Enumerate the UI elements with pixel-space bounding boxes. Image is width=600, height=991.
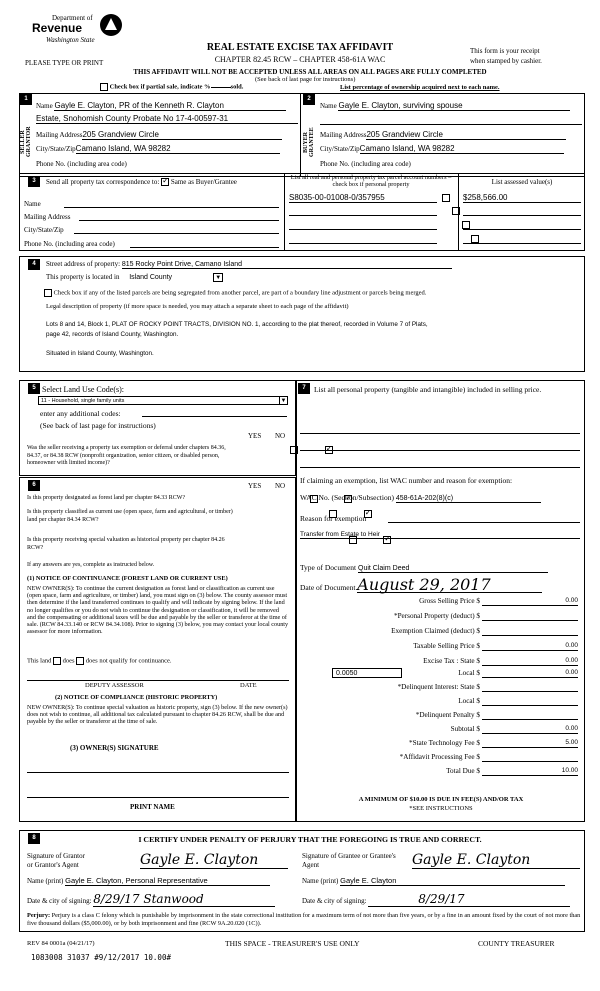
buyer-mail-row: Mailing Address205 Grandview Circle	[320, 130, 582, 140]
corr-city-field[interactable]	[74, 233, 279, 234]
county-treasurer: COUNTY TREASURER	[478, 939, 555, 948]
form-revision: REV 84 0001a (04/21/17)	[27, 940, 95, 947]
buyer-city-row: City/State/ZipCamano Island, WA 98282	[320, 144, 582, 154]
same-as-buyer-checkbox[interactable]	[161, 178, 169, 186]
buyer-city[interactable]: Camano Island, WA 98282	[360, 144, 564, 154]
seller-city[interactable]: Camano Island, WA 98282	[76, 144, 280, 154]
corr-name-field[interactable]	[64, 207, 279, 208]
if-yes: If any answers are yes, complete as instructed below.	[27, 562, 155, 568]
tax-row-value[interactable]: 10.00	[482, 767, 578, 776]
street-address[interactable]: 815 Rocky Point Drive, Camano Island	[122, 261, 452, 269]
personal-property-line[interactable]	[300, 450, 580, 451]
dropdown-arrow-icon[interactable]: ▼	[280, 398, 287, 404]
buyer-name-row: Name Gayle E. Clayton, surviving spouse	[320, 101, 582, 111]
tax-row	[300, 711, 582, 721]
see-back: (See back of last page for instructions)	[255, 76, 356, 83]
section-number-8: 8	[28, 833, 40, 844]
section-number-1: 1	[20, 94, 32, 105]
doc-type[interactable]: Quit Claim Deed	[358, 565, 548, 573]
tax-row-label: *Affidavit Processing Fee $	[399, 753, 480, 761]
seller-city-row: City/State/ZipCamano Island, WA 98282	[36, 144, 298, 154]
parcel-field-2[interactable]	[289, 215, 437, 216]
tax-row-value[interactable]: 0.00	[482, 725, 578, 734]
tax-row	[300, 642, 582, 652]
forest-question: Is this property designated as forest land per chapter 84.33 RCW?	[27, 495, 186, 501]
grantor-date-row: Date & city of signing: 8/29/17 Stanwood	[27, 892, 275, 907]
exemption-claim: If claiming an exemption, list WAC number and reason for exemption:	[300, 476, 513, 485]
section-6	[19, 477, 296, 822]
section-number-3: 3	[28, 176, 40, 187]
buyer-side-label: BUYER GRANTEE	[303, 127, 315, 157]
section-number-7: 7	[298, 383, 310, 394]
does-not-checkbox[interactable]	[76, 657, 84, 665]
tax-row	[300, 683, 582, 693]
yes-header: YES	[248, 432, 262, 440]
tax-row	[300, 739, 582, 749]
segregated-row: Check box if any of the listed parcels are being segregated from another parcel, are part of a boundary line adjustment or parcels being merged.	[44, 289, 426, 297]
tax-row-value[interactable]	[482, 711, 578, 720]
please-type: PLEASE TYPE OR PRINT	[25, 59, 104, 67]
grantee-date-city[interactable]: 8/29/17	[368, 892, 570, 907]
tax-row-value[interactable]: 0.00	[482, 597, 578, 606]
county-select[interactable]: Island County	[129, 274, 173, 281]
tax-row	[300, 753, 582, 763]
personal-property-checkbox[interactable]	[442, 194, 450, 202]
doc-type-row: Type of Document Quit Claim Deed	[300, 563, 548, 573]
does-checkbox[interactable]	[53, 657, 61, 665]
section-number-5: 5	[28, 383, 40, 394]
buyer-name[interactable]: Gayle E. Clayton, surviving spouse	[338, 101, 570, 111]
corr-mail-field[interactable]	[79, 220, 279, 221]
notice-compliance-title: (2) NOTICE OF COMPLIANCE (HISTORIC PROPERTY)	[55, 694, 218, 701]
tax-row-value[interactable]: 0.00	[482, 657, 578, 666]
tax-row-label: Local $	[458, 697, 480, 705]
assessed-value[interactable]: $258,566.00	[463, 193, 581, 203]
seller-side-label: SELLER GRANTOR	[20, 126, 32, 158]
section-number-4: 4	[28, 259, 40, 270]
tax-row-label: Excise Tax : State $	[423, 657, 480, 665]
corr-phone-field[interactable]	[130, 247, 279, 248]
legal-line2: page 42, records of Island County, Washington.	[46, 331, 179, 338]
this-land-row: This land does does not qualify for continuance.	[27, 657, 172, 665]
tax-row-label: Taxable Selling Price $	[413, 642, 480, 650]
legal-line1: Lots 8 and 14, Block 1, PLAT OF ROCKY POINT TRACTS, DIVISION NO. 1, according to the plat thereof, recorded in Volume 7 of Plats,	[46, 321, 428, 328]
assessed-header: List assessed value(s)	[491, 178, 553, 186]
assessed-field-2[interactable]	[463, 215, 581, 216]
tax-row-label: Total Due $	[446, 767, 480, 775]
tax-row-label: Local $	[458, 669, 480, 677]
tax-row-label: Subtotal $	[450, 725, 480, 733]
see-back-5: (See back of last page for instructions)	[40, 421, 156, 430]
tax-row-value[interactable]	[482, 697, 578, 706]
tax-row-label: Gross Selling Price $	[419, 597, 480, 605]
grantor-sig-label: Signature of Grantor or Grantor's Agent	[27, 852, 85, 869]
legal-line3: Situated in Island County, Washington.	[46, 350, 154, 357]
additional-codes-field[interactable]	[142, 416, 287, 417]
tax-row-value[interactable]: 0.00	[482, 669, 578, 678]
tax-row-label: *Delinquent Interest: State $	[397, 683, 480, 691]
doc-date[interactable]: August 29, 2017	[357, 578, 542, 593]
tax-row-value[interactable]: 0.00	[482, 642, 578, 651]
corr-phone-row: Phone No. (including area code)	[24, 240, 280, 248]
tax-row-value[interactable]	[482, 753, 578, 762]
form-title: REAL ESTATE EXCISE TAX AFFIDAVIT	[206, 42, 394, 53]
date-label: DATE	[240, 682, 257, 689]
print-name-line[interactable]	[27, 797, 289, 798]
personal-property-label: List all personal property (tangible and intangible) included in selling price.	[314, 385, 542, 394]
tax-row	[300, 767, 582, 777]
wac-row: WAC No. (Section/Subsection) 458-61A-202(8)(c)	[300, 493, 541, 503]
tax-row-label: *Delinquent Penalty $	[415, 711, 480, 719]
receipt-line1: This form is your receipt	[470, 47, 540, 55]
owner-signature-line[interactable]	[27, 772, 289, 773]
buyer-name-line2[interactable]	[320, 124, 582, 125]
reason-value[interactable]: Transfer from Estate to Heir	[300, 531, 580, 539]
seller-mail[interactable]: 205 Grandview Circle	[82, 130, 282, 140]
tax-row	[300, 612, 582, 622]
receipt-stamp: 1083008 31037 #9/12/2017 10.00#	[31, 953, 171, 962]
grantor-name-row: Name (print) Gayle E. Clayton, Personal Representative	[27, 876, 270, 886]
ownership-note: List percentage of ownership acquired next to each name.	[340, 84, 500, 91]
dor-logo-mark-icon	[98, 12, 124, 38]
deputy-line[interactable]	[27, 680, 289, 681]
deputy-label: DEPUTY ASSESSOR	[85, 682, 144, 689]
chapters: CHAPTER 82.45 RCW – CHAPTER 458-61A WAC	[214, 55, 386, 64]
parcel-field-4[interactable]	[289, 243, 437, 244]
wac-number[interactable]: 458-61A-202(8)(c)	[396, 495, 541, 503]
seller-mail-row: Mailing Address205 Grandview Circle	[36, 130, 298, 140]
personal-property-checkbox[interactable]	[452, 207, 460, 215]
notice: THIS AFFIDAVIT WILL NOT BE ACCEPTED UNLESS ALL AREAS ON ALL PAGES ARE FULLY COMPLETED	[133, 68, 487, 76]
tax-row	[300, 725, 582, 735]
grantor-name[interactable]: Gayle E. Clayton, Personal Representative	[65, 876, 270, 886]
receipt-line2: when stamped by cashier.	[470, 57, 542, 65]
personal-property-line[interactable]	[300, 467, 580, 468]
parcel-header: List all real and personal property tax parcel account numbers – check box if personal property	[290, 174, 452, 188]
tax-row-label: *Personal Property (deduct) $	[393, 612, 480, 620]
notice-continuance-title: (1) NOTICE OF CONTINUANCE (FOREST LAND OR CURRENT USE)	[27, 575, 228, 582]
grantee-name[interactable]: Gayle E. Clayton	[340, 876, 565, 886]
tax-row	[300, 657, 582, 667]
tax-row-value[interactable]	[482, 627, 578, 636]
buyer-mail[interactable]: 205 Grandview Circle	[366, 130, 566, 140]
grantor-date-city[interactable]: 8/29/17 Stanwood	[93, 892, 275, 907]
current-use-question: Is this property classified as current use (open space, farm and agricultural, or timber) land per chapter 84.34 RCW?	[27, 509, 233, 523]
street-row: Street address of property: 815 Rocky Point Drive, Camano Island	[46, 260, 452, 269]
seller-name[interactable]: Gayle E. Clayton, PR of the Kenneth R. Clayton	[54, 101, 286, 111]
tax-row-label: Exemption Claimed (deduct) $	[391, 627, 480, 635]
tax-row-value[interactable]: 5.00	[482, 739, 578, 748]
partial-sale-checkbox[interactable]	[100, 83, 108, 91]
tax-row-value[interactable]	[482, 612, 578, 621]
tax-row-value[interactable]	[482, 683, 578, 692]
treasurer-space: THIS SPACE - TREASURER'S USE ONLY	[225, 939, 360, 948]
grantor-signature[interactable]: Gayle E. Clayton	[140, 852, 288, 869]
section-number-2: 2	[303, 94, 315, 105]
yes-header: YES	[248, 482, 262, 490]
assessed-field-3[interactable]	[463, 229, 581, 230]
owner-signature-label: (3) OWNER(S) SIGNATURE	[70, 744, 159, 752]
partial-sale: Check box if partial sale, indicate % sold.	[100, 83, 243, 91]
corr-city-row: City/State/Zip	[24, 226, 280, 234]
minimum-notice: A MINIMUM OF $10.00 IS DUE IN FEE(S) AND/OR TAX	[358, 796, 524, 803]
parcel-number[interactable]: S8035-00-01008-0/357955	[289, 193, 437, 203]
divider	[300, 93, 301, 177]
print-name-label: PRINT NAME	[130, 803, 175, 811]
dor-logo: Department of Revenue Washington State	[18, 12, 128, 57]
located-row: This property is located in Island County ▼	[46, 273, 223, 282]
divider	[284, 173, 285, 251]
notice-continuance-body: NEW OWNER(S): To continue the current designation as forest land or classification as current use (open space, farm and agriculture, or timber) land, you must sign on (3) below. The county assessor must then determine if the land transferred continues to qualify and will indicate by signing below. If the land no longer qualifies or you do not wish to continue the designation or classification, it will be removed and the compensating or additional taxes will be due and payable by the seller or transferor at the time of sale. (RCW 84.33.140 or RCW 84.34.108). Prior to signing (3) below, you may contact your local county assessor for more information.	[27, 585, 289, 636]
land-use-select[interactable]: 11 - Household, single family units	[38, 396, 288, 405]
no-header: NO	[275, 482, 286, 490]
grantee-sig-label: Signature of Grantee or Grantee's Agent	[302, 852, 396, 869]
grantee-name-row: Name (print) Gayle E. Clayton	[302, 876, 565, 886]
corr-mail-row: Mailing Address	[24, 213, 280, 221]
seller-name-row: Name Gayle E. Clayton, PR of the Kenneth R. Clayton	[36, 101, 298, 111]
buyer-phone: Phone No. (including area code)	[320, 160, 411, 168]
assessed-field-4[interactable]	[463, 243, 581, 244]
grantee-signature[interactable]: Gayle E. Clayton	[412, 852, 580, 869]
dropdown-arrow-icon[interactable]: ▼	[213, 273, 223, 282]
seller-name-line2[interactable]: Estate, Snohomish County Probate No 17-4-00597-31	[36, 114, 298, 124]
local-rate[interactable]: 0.0050	[332, 668, 402, 678]
grantee-date-row: Date & city of signing: 8/29/17	[302, 892, 570, 907]
parcel-field-3[interactable]	[289, 229, 437, 230]
reason-label: Reason for exemption	[300, 514, 367, 523]
doc-date-row: Date of Document August 29, 2017	[300, 578, 542, 593]
tax-row-label: *State Technology Fee $	[408, 739, 480, 747]
see-instructions: *SEE INSTRUCTIONS	[409, 805, 473, 812]
legal-label: Legal description of property (if more space is needed, you may attach a separate sheet to each page of the affidavit)	[46, 303, 349, 310]
certify: I CERTIFY UNDER PENALTY OF PERJURY THAT THE FOREGOING IS TRUE AND CORRECT.	[138, 835, 482, 844]
historic-question: Is this property receiving special valuation as historical property per chapter 84.26 RCW?	[27, 537, 225, 551]
tax-row	[300, 597, 582, 607]
select-land-use: Select Land Use Code(s):	[42, 385, 124, 394]
perjury-notice: Perjury: Perjury is a class C felony which is punishable by imprisonment in the state correctional institution for a maximum term of not more than five years, or by a fine in an amount fixed by the court of not more than five thousand dollars ($5,000.00), or by both imprisonment and fine (RCW 9A.20.020 (1C)).	[27, 912, 581, 927]
exemption-question: Was the seller receiving a property tax exemption or deferral under chapters 84.36, 84.37, or 84.38 RCW (nonprofit organization, senior citizen, or disabled person, homeowner with limited income)?	[27, 445, 226, 466]
tax-row	[300, 697, 582, 707]
additional-codes: enter any additional codes:	[40, 409, 121, 418]
reason-field[interactable]	[388, 522, 580, 523]
personal-property-line[interactable]	[300, 433, 580, 434]
seller-phone: Phone No. (including area code)	[36, 160, 127, 168]
segregated-checkbox[interactable]	[44, 289, 52, 297]
send-correspondence: Send all property tax correspondence to: ✓ Same as Buyer/Grantee	[46, 178, 237, 186]
no-header: NO	[275, 432, 286, 440]
section-number-6: 6	[28, 480, 40, 491]
notice-compliance-body: NEW OWNER(S): To continue special valuation as historic property, sign (3) below. If the new owner(s) does not wish to continue, all additional tax calculated pursuant to chapter 84.26 RCW, shall be due and payable by the seller or transferor at the time of sale.	[27, 704, 288, 726]
tax-row	[300, 627, 582, 637]
corr-name-row: Name	[24, 200, 280, 208]
